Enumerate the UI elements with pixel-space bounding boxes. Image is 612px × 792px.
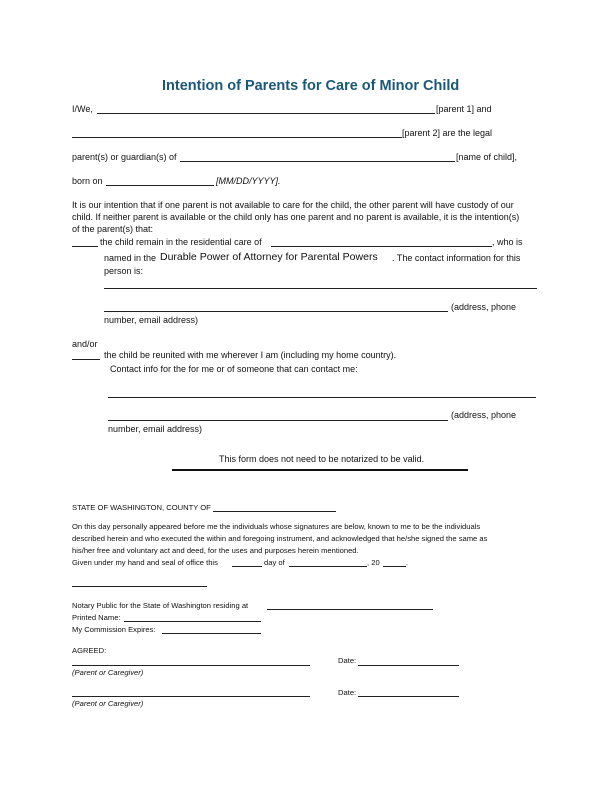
address-label-a: (address, phone: [451, 302, 517, 312]
child-label: [name of child],: [456, 152, 518, 162]
contact-line-2[interactable]: [104, 311, 448, 312]
and-or: and/or: [72, 339, 98, 349]
notary-line-2: described herein and who executed the within and foregoing instrument, and acknowledged that he/she signed the same as: [72, 534, 488, 543]
state-line: STATE OF WASHINGTON, COUNTY OF: [72, 503, 211, 512]
date-label-1: Date:: [338, 656, 357, 665]
birthdate-field[interactable]: [106, 185, 214, 186]
parent1-field[interactable]: [97, 113, 435, 114]
notary-line-3: his/her free and voluntary act and deed, for the uses and purposes herein mentioned.: [72, 546, 359, 555]
contact2-line-1[interactable]: [108, 397, 536, 398]
option1-named-prefix: named in the: [104, 253, 157, 263]
contact-line-1[interactable]: [104, 288, 537, 289]
signature-line-1[interactable]: [72, 665, 310, 666]
given-prefix: Given under my hand and seal of office this: [72, 558, 218, 567]
parent1-label: [parent 1] and: [436, 104, 492, 114]
parent-caregiver-2: (Parent or Caregiver): [72, 699, 144, 708]
parent-caregiver-1: (Parent or Caregiver): [72, 668, 144, 677]
agreed: AGREED:: [72, 646, 107, 655]
commission-field[interactable]: [162, 633, 261, 634]
contact2-line-2[interactable]: [108, 420, 448, 421]
date-field-1[interactable]: [358, 665, 459, 666]
page-title: Intention of Parents for Care of Minor Child: [162, 78, 460, 94]
divider: [172, 469, 468, 471]
residential-care-field[interactable]: [271, 246, 492, 247]
date-label-2: Date:: [338, 688, 357, 697]
notarize-note: This form does not need to be notarized to be valid.: [219, 454, 425, 464]
address2-label-a: (address, phone: [451, 410, 517, 420]
signature-line-2[interactable]: [72, 696, 310, 697]
given-day-field[interactable]: [232, 566, 262, 567]
intention-line-1: It is our intention that if one parent is not available to care for the child, the other parent will have custody of our: [72, 200, 514, 210]
printed-name-field[interactable]: [124, 621, 261, 622]
notary-signature-line[interactable]: [72, 586, 207, 587]
printed-name: Printed Name:: [72, 613, 121, 622]
born-format: [MM/DD/YYYY].: [216, 176, 281, 186]
address-label-b: number, email address): [104, 315, 199, 325]
date-field-2[interactable]: [358, 696, 459, 697]
intention-line-2: child. If neither parent is available or the child only has one parent and no parent is available, it is the intention(s): [72, 212, 520, 222]
given-year-field[interactable]: [383, 566, 406, 567]
option2-checkbox-line[interactable]: [72, 359, 100, 360]
option1-text: the child remain in the residential care of: [100, 237, 262, 247]
commission: My Commission Expires:: [72, 625, 156, 634]
option1-checkbox-line[interactable]: [72, 246, 98, 247]
given-year: , 20: [367, 558, 380, 567]
option2-contact: Contact info for the for me or of someone that can contact me:: [110, 364, 358, 374]
parent1-prefix: I/We,: [72, 104, 93, 114]
notary-line-1: On this day personally appeared before me the individuals whose signatures are below, known to me to be the individuals: [72, 522, 481, 531]
born-prefix: born on: [72, 176, 103, 186]
child-name-field[interactable]: [180, 161, 455, 162]
option1-named-doc: Durable Power of Attorney for Parental Powers: [160, 251, 378, 263]
given-month-field[interactable]: [289, 566, 367, 567]
option2-text: the child be reunited with me wherever I am (including my home country).: [104, 350, 397, 360]
county-field[interactable]: [213, 511, 336, 512]
option1-person: person is:: [104, 266, 144, 276]
child-prefix: parent(s) or guardian(s) of: [72, 152, 177, 162]
given-day: day of: [264, 558, 285, 567]
address2-label-b: number, email address): [108, 424, 203, 434]
notary-public: Notary Public for the State of Washington residing at: [72, 601, 249, 610]
parent2-label: [parent 2] are the legal: [402, 128, 493, 138]
option1-suffix: , who is: [492, 237, 523, 247]
option1-named-suffix: . The contact information for this: [392, 253, 521, 263]
intention-line-3: of the parent(s) that:: [72, 224, 154, 234]
given-end: .: [406, 558, 409, 567]
parent2-field[interactable]: [72, 137, 402, 138]
residing-field[interactable]: [267, 609, 433, 610]
